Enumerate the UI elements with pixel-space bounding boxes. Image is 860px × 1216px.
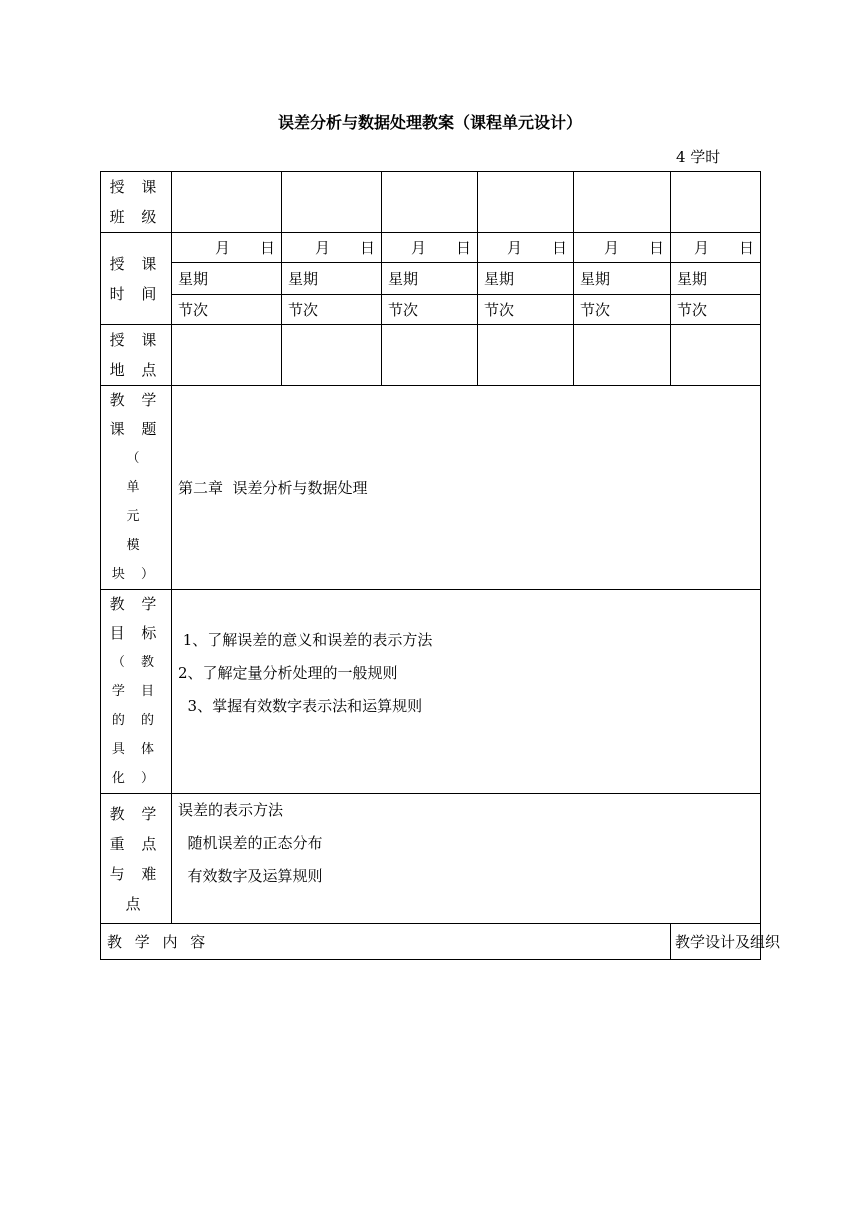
key-item: 随机误差的正态分布 [178, 834, 323, 852]
key-row [101, 794, 761, 924]
goal-row [101, 590, 761, 794]
footer-row [101, 924, 761, 960]
key-item: 有效数字及运算规则 [178, 867, 323, 885]
place-label [101, 325, 172, 386]
label-line: 学 目 [111, 684, 161, 699]
class-cell[interactable] [478, 172, 574, 233]
date-cell[interactable] [671, 233, 761, 263]
label-line: 时 间 [109, 284, 163, 303]
label-line: 教 学 [109, 595, 163, 613]
goal-content[interactable] [172, 590, 761, 794]
period-cell[interactable]: 节次 [671, 295, 761, 325]
date-cell[interactable] [382, 233, 478, 263]
place-cell[interactable] [172, 325, 282, 386]
label-line: 目 标 [109, 624, 163, 642]
month-text: 月 [603, 239, 619, 257]
goal-label [101, 590, 172, 794]
weekday-cell[interactable]: 星期 [671, 263, 761, 295]
place-row [101, 325, 761, 386]
weekday-cell[interactable]: 星期 [282, 263, 382, 295]
date-cell[interactable] [282, 233, 382, 263]
label-line: 与 难 [109, 864, 163, 883]
label-line: 元 模 [126, 509, 175, 553]
date-cell[interactable] [478, 233, 574, 263]
period-cell[interactable]: 节次 [478, 295, 574, 325]
class-cell[interactable] [382, 172, 478, 233]
key-content[interactable] [172, 794, 761, 924]
content-header: 教 学 内 容 [101, 924, 671, 960]
period-cell[interactable]: 节次 [574, 295, 671, 325]
date-cell[interactable] [172, 233, 282, 263]
period-cell[interactable]: 节次 [172, 295, 282, 325]
topic-text: 第二章 误差分析与数据处理 [178, 479, 368, 497]
label-line: 教 学 [109, 804, 163, 823]
day-text: 日 [359, 239, 375, 257]
label-line: 具 体 [111, 742, 161, 757]
lesson-plan-table [100, 171, 781, 960]
class-row [101, 172, 761, 233]
day-text: 日 [738, 239, 754, 257]
goal-item: 2、了解定量分析处理的一般规则 [178, 664, 398, 682]
topic-row [101, 386, 761, 590]
label-line: 课 题 [109, 420, 163, 438]
time-period-row [101, 295, 761, 325]
date-cell[interactable] [574, 233, 671, 263]
class-cell[interactable] [671, 172, 761, 233]
weekday-cell[interactable]: 星期 [382, 263, 478, 295]
day-text: 日 [648, 239, 664, 257]
class-label [101, 172, 172, 233]
time-weekday-row [101, 263, 761, 295]
label-line: 点 [125, 894, 147, 913]
month-text: 月 [410, 239, 426, 257]
label-line: 块 ） [111, 567, 161, 582]
topic-content[interactable] [172, 386, 761, 590]
place-cell[interactable] [382, 325, 478, 386]
label-line: 授 课 [109, 254, 163, 273]
class-cell[interactable] [172, 172, 282, 233]
month-text: 月 [314, 239, 330, 257]
place-cell[interactable] [282, 325, 382, 386]
class-cell[interactable] [574, 172, 671, 233]
month-text: 月 [214, 239, 230, 257]
label-line: 地 点 [109, 361, 163, 379]
place-cell[interactable] [671, 325, 761, 386]
topic-label [101, 386, 175, 590]
label-line: 的 的 [111, 713, 161, 728]
goal-item: 3、掌握有效数字表示法和运算规则 [178, 697, 423, 715]
weekday-cell[interactable]: 星期 [478, 263, 574, 295]
month-text: 月 [506, 239, 522, 257]
key-item: 误差的表示方法 [178, 801, 284, 819]
period-cell[interactable]: 节次 [382, 295, 478, 325]
label-line: 班 级 [109, 208, 163, 226]
weekday-cell[interactable]: 星期 [574, 263, 671, 295]
label-line: 教 学 [109, 391, 163, 409]
time-label [101, 233, 172, 325]
document-title: 误差分析与数据处理教案（课程单元设计） [277, 113, 582, 132]
design-header: 教学设计及组织 [671, 924, 761, 960]
label-line: （ 教 [111, 655, 161, 670]
label-line: 重 点 [109, 834, 163, 853]
day-text: 日 [551, 239, 567, 257]
month-text: 月 [693, 239, 709, 257]
place-cell[interactable] [574, 325, 671, 386]
weekday-cell[interactable]: 星期 [172, 263, 282, 295]
class-cell[interactable] [282, 172, 382, 233]
class-hours: 4 学时 [676, 148, 721, 166]
day-text: 日 [455, 239, 471, 257]
label-line: （ 单 [126, 451, 175, 495]
label-line: 授 课 [109, 178, 163, 196]
label-line: 授 课 [109, 331, 163, 349]
time-date-row [101, 233, 761, 263]
key-label [101, 794, 172, 924]
label-line: 化 ） [111, 771, 161, 786]
place-cell[interactable] [478, 325, 574, 386]
day-text: 日 [259, 239, 275, 257]
goal-item: 1、了解误差的意义和误差的表示方法 [178, 631, 433, 649]
period-cell[interactable]: 节次 [282, 295, 382, 325]
